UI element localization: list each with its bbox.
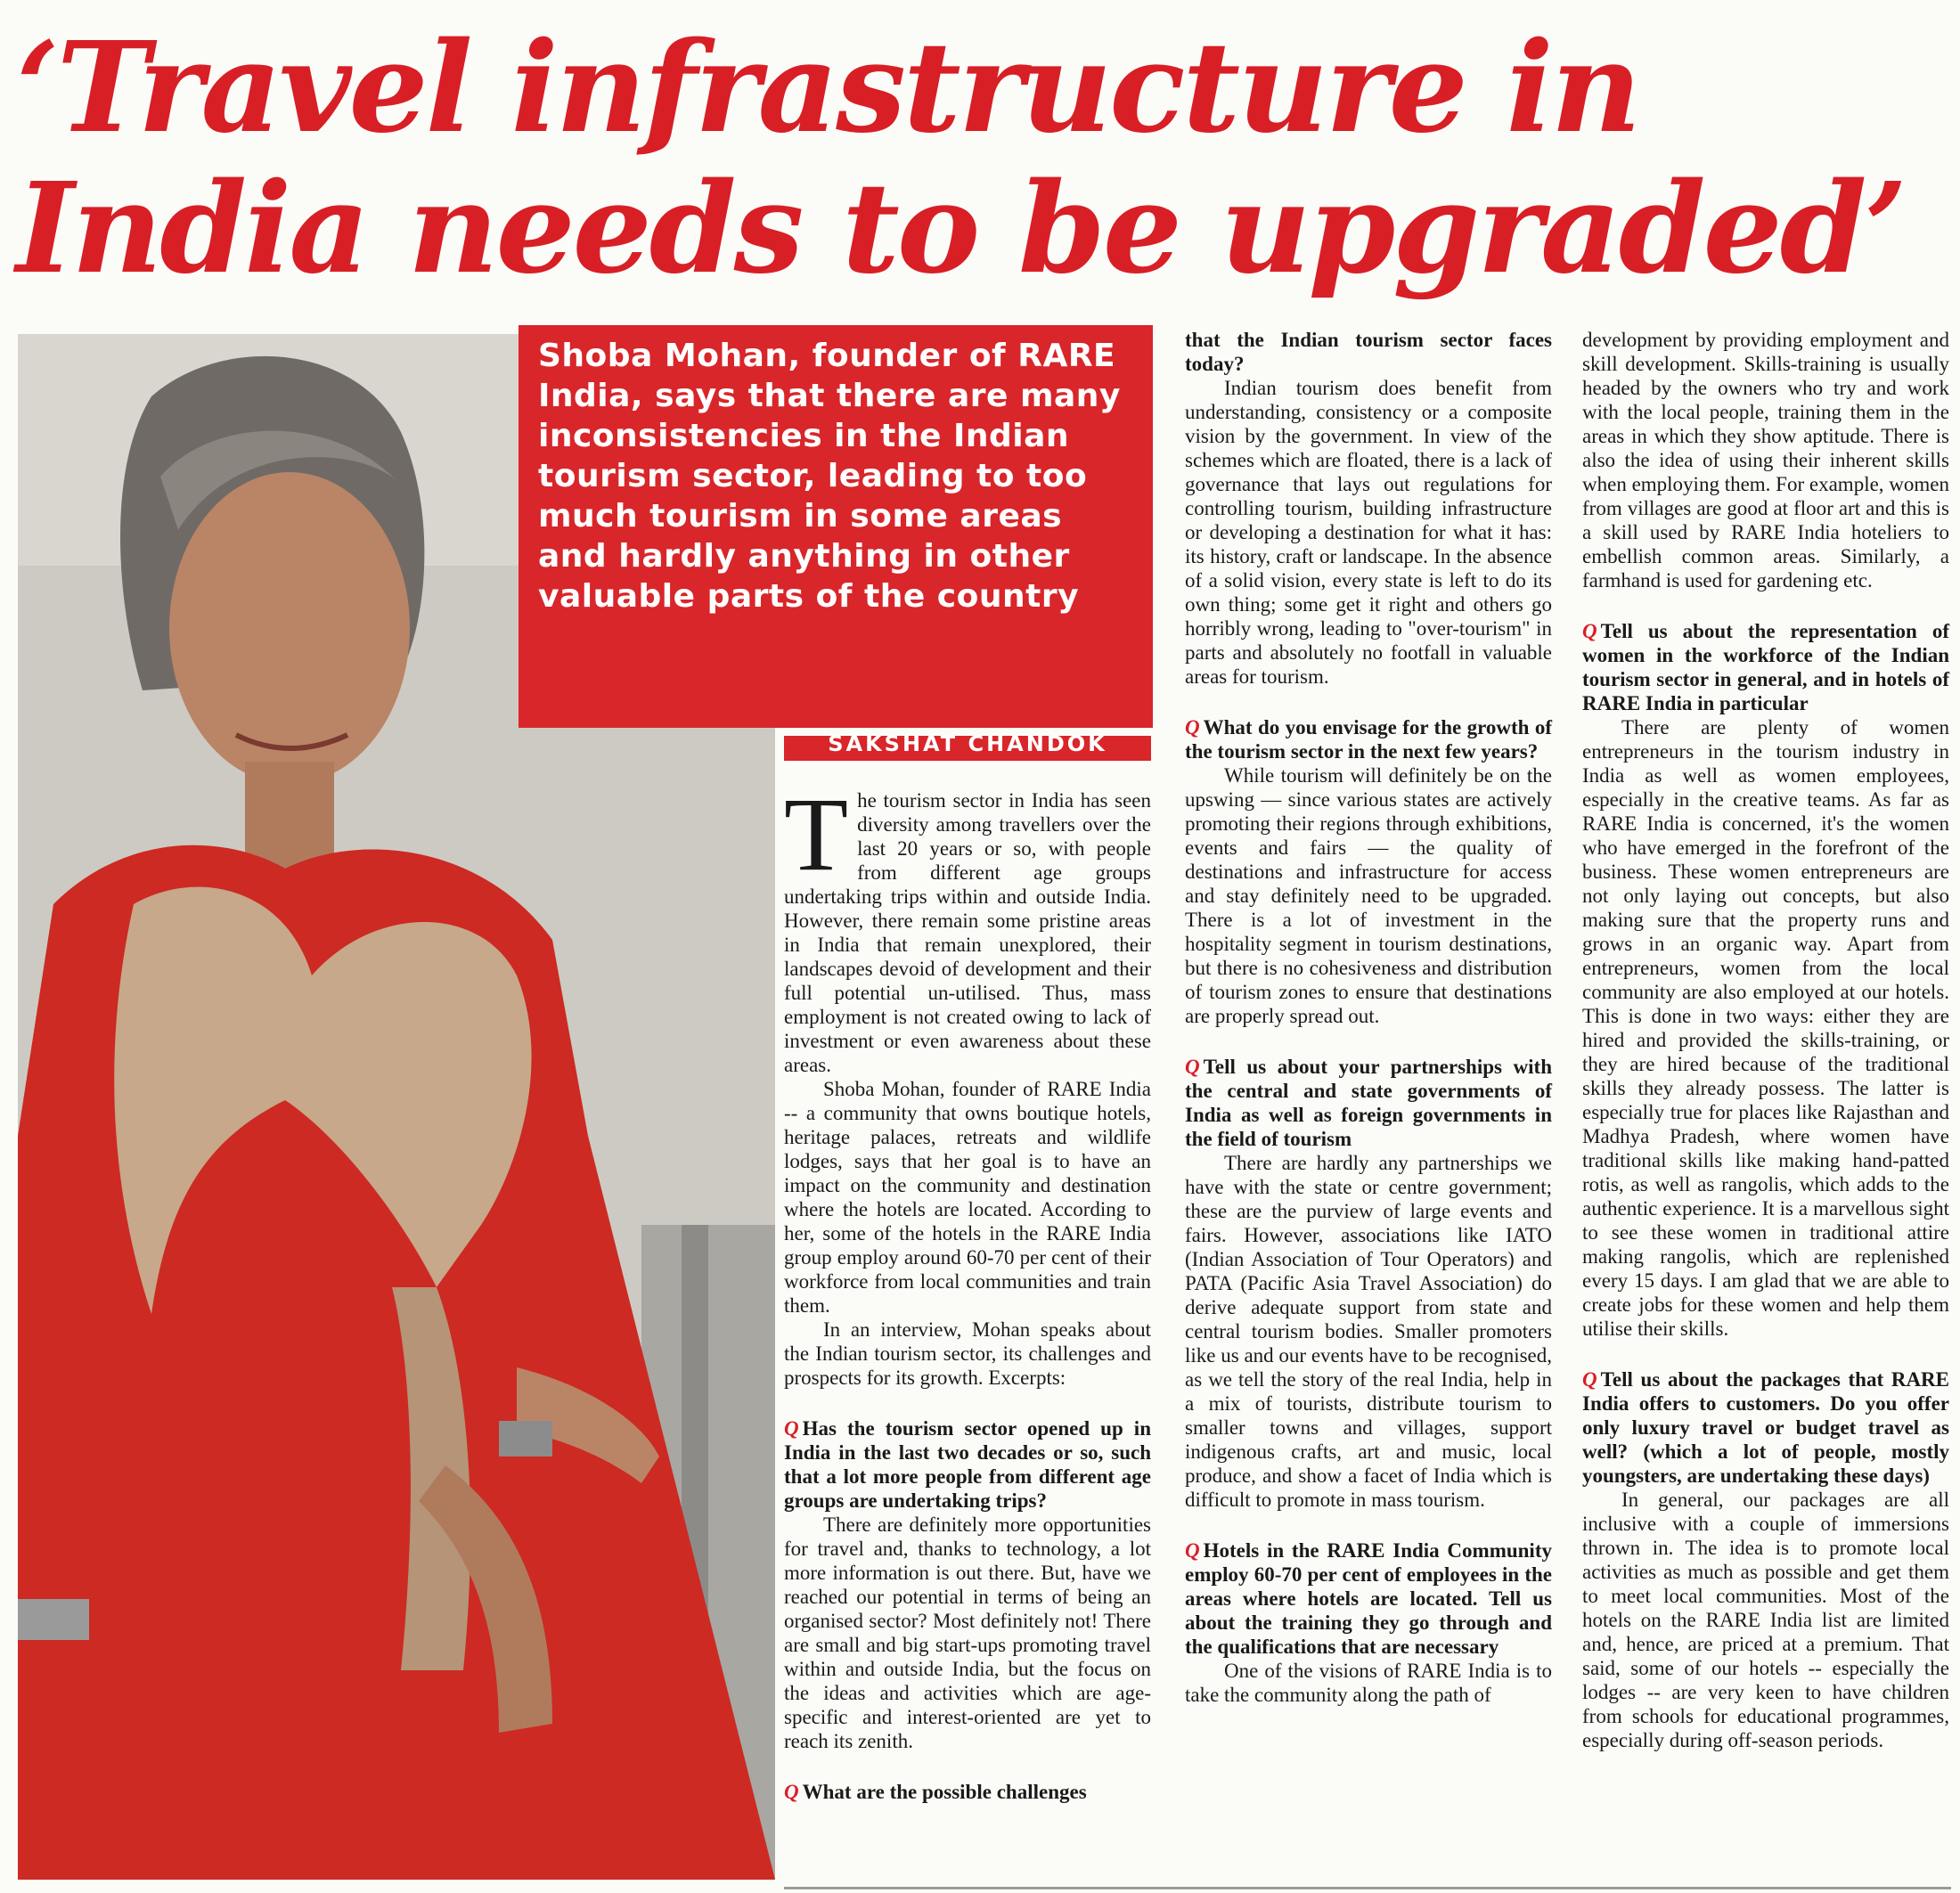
q-marker-icon: Q (1185, 1539, 1200, 1562)
question-3-text: What do you envisage for the growth of the tourism sector in the next few years? (1185, 716, 1552, 763)
question-2-start (784, 1780, 1151, 1804)
question-2-text-start: What are the possible challenges (802, 1781, 1087, 1803)
standfirst-box: Shoba Mohan, founder of RARE India, says that there are many inconsistencies in the Indian tourism sector, leading to too much tourism in some areas and hardly anything in other valuable parts of the country (519, 325, 1153, 728)
question-6 (1582, 619, 1949, 715)
byline: SAKSHAT CHANDOK (784, 736, 1151, 761)
headline (16, 15, 1949, 302)
question-1 (784, 1416, 1151, 1513)
question-3 (1185, 715, 1552, 763)
answer-5-end: development by providing employment and skill development. Skills-training is usually headed by the owners who try and work with the local people, training them in the areas in which they show aptitude. There is also the idea of using their inherent skills when employing them. For example, women from villages are good at floor art and this is a skill used by RARE India hoteliers to embellish common areas. Similarly, a farmhand is used for gardening etc. (1582, 329, 1950, 592)
question-5 (1185, 1538, 1552, 1659)
article-column-1 (784, 776, 1151, 1804)
intro-paragraph-2: Shoba Mohan, founder of RARE India -- a community that owns boutique hotels, heritage palaces, retreats and wildlife lodges, says that her goal is to have an impact on the community and destination where the hotels are located. According to her, some of the hotels in the RARE India group employ around 60-70 per cent of their workforce from local communities and train them. (784, 1078, 1151, 1317)
answer-1: There are definitely more opportunities for travel and, thanks to technology, a lot more information is out there. But, have we reached our potential in terms of being an organised sector? Most definitely not! There are small and big start-ups promoting travel within and outside India, but the focus on the ideas and activities which are age-specific and interest-oriented are yet to reach its zenith. (784, 1514, 1151, 1752)
question-4-text: Tell us about your partnerships with the central and state governments of India as well as foreign governments in the field of tourism (1185, 1056, 1552, 1150)
answer-3: While tourism will definitely be on the upswing — since various states are actively promoting their regions through exhibitions, events and fairs — the quality of destinations and infrastructure for access and stay definitely need to be upgraded. There is a lot of investment in the hospitality segment in tourism destinations, but there is no cohesiveness and distribution of tourism zones to ensure that destinations are properly spread out. (1185, 764, 1552, 1027)
article-column-3 (1582, 328, 1949, 1752)
drop-cap: T (784, 776, 849, 893)
answer-4: There are hardly any partnerships we have with the state or centre government; these are the purview of large events and fairs. However, associations like IATO (Indian Association of Tour Operators) and PATA (Pacific Asia Travel Association) do derive adequate support from state and central tourism bodies. Smaller promoters like us and our events have to be recognised, as we tell the story of the real India, help in a mix of tourists, distribute tourism to smaller towns and villages, support indigenous crafts, art and music, local produce, and show a facet of India which is difficult to promote in mass tourism. (1185, 1152, 1552, 1511)
intro-paragraph-3: In an interview, Mohan speaks about the Indian tourism sector, its challenges and prospects for its growth. Excerpts: (784, 1318, 1151, 1389)
question-2-end: that the Indian tourism sector faces today? (1185, 329, 1552, 375)
q-marker-icon: Q (1582, 620, 1597, 642)
q-marker-icon: Q (1185, 716, 1200, 738)
headline-line-2: India needs to be upgraded’ (16, 156, 1906, 302)
q-marker-icon: Q (1582, 1368, 1597, 1391)
article-column-2 (1185, 328, 1552, 1707)
q-marker-icon: Q (784, 1781, 799, 1803)
answer-6: There are plenty of women entrepreneurs in the tourism industry in India as well as women employees, especially in the creative teams. As far as RARE India is concerned, it's the women who have emerged in the forefront of the business. These women entrepreneurs are not only laying out concepts, but also making sure that the property runs and grows in an organic way. Apart from entrepreneurs, women from the local community are also employed at our hotels. This is done in two ways: either they are hired and provided the skills-training, or they are hired because of the traditional skills they already possess. The latter is especially true for places like Rajasthan and Madhya Pradesh, where women have traditional skills like making hand-patted rotis, as well as rangolis, which adds to the authentic experience. It is a marvellous sight to see these women in traditional attire making rangolis, which are replenished every 15 days. I am glad that we are able to create jobs for these women and help them utilise their skills. (1582, 716, 1949, 1340)
question-7-text: Tell us about the packages that RARE India offers to customers. Do you offer only luxury travel or budget travel as well? (which a lot of people, mostly youngsters, are undertaking these days) (1582, 1368, 1949, 1487)
answer-2: Indian tourism does benefit from understanding, consistency or a composite vision by the government. In view of the schemes which are floated, there is a lack of governance that lays out regulations for controlling tourism, building infrastructure or developing a destination for what it has: its history, craft or landscape. In the absence of a solid vision, every state is left to do its own thing; some get it right and others go horribly wrong, leading to "over-tourism" in parts and absolutely no footfall in valuable areas for tourism. (1185, 377, 1552, 688)
intro-paragraph-1 (784, 776, 1151, 1077)
answer-5-start: One of the visions of RARE India is to take the community along the path of (1185, 1660, 1552, 1706)
question-5-text: Hotels in the RARE India Community employ 60-70 per cent of employees in the areas where hotels are located. Tell us about the training they go through and the qualifications that are necessary (1185, 1539, 1552, 1658)
question-7 (1582, 1367, 1949, 1488)
answer-7: In general, our packages are all inclusive with a couple of immersions thrown in. The idea is to promote local activities as much as possible and get them to meet local communities. Most of the hotels on the RARE India list are limited and, hence, are priced at a premium. That said, some of our hotels -- especially the lodges -- are very keen to have children from schools for educational programmes, especially during off-season periods. (1582, 1489, 1949, 1751)
bottom-rule (784, 1887, 1951, 1889)
intro-text-1: he tourism sector in India has seen diversity among travellers over the last 20 years or so, with people from different age groups undertaking trips within and outside India. However, there remain some pristine areas in India that remain unexplored, their landscapes devoid of development and their full potential un-utilised. Thus, mass employment is not created owing to lack of investment or even awareness about these areas. (784, 789, 1151, 1076)
question-6-text: Tell us about the representation of women in the workforce of the Indian tourism sector in general, and in hotels of RARE India in particular (1582, 620, 1949, 714)
headline-line-1: ‘Travel infrastructure in (16, 15, 1639, 161)
q-marker-icon: Q (784, 1417, 799, 1440)
question-1-text: Has the tourism sector opened up in India in the last two decades or so, such that a lot more people from different age groups are undertaking trips? (784, 1417, 1151, 1512)
q-marker-icon: Q (1185, 1056, 1200, 1078)
question-4 (1185, 1055, 1552, 1151)
